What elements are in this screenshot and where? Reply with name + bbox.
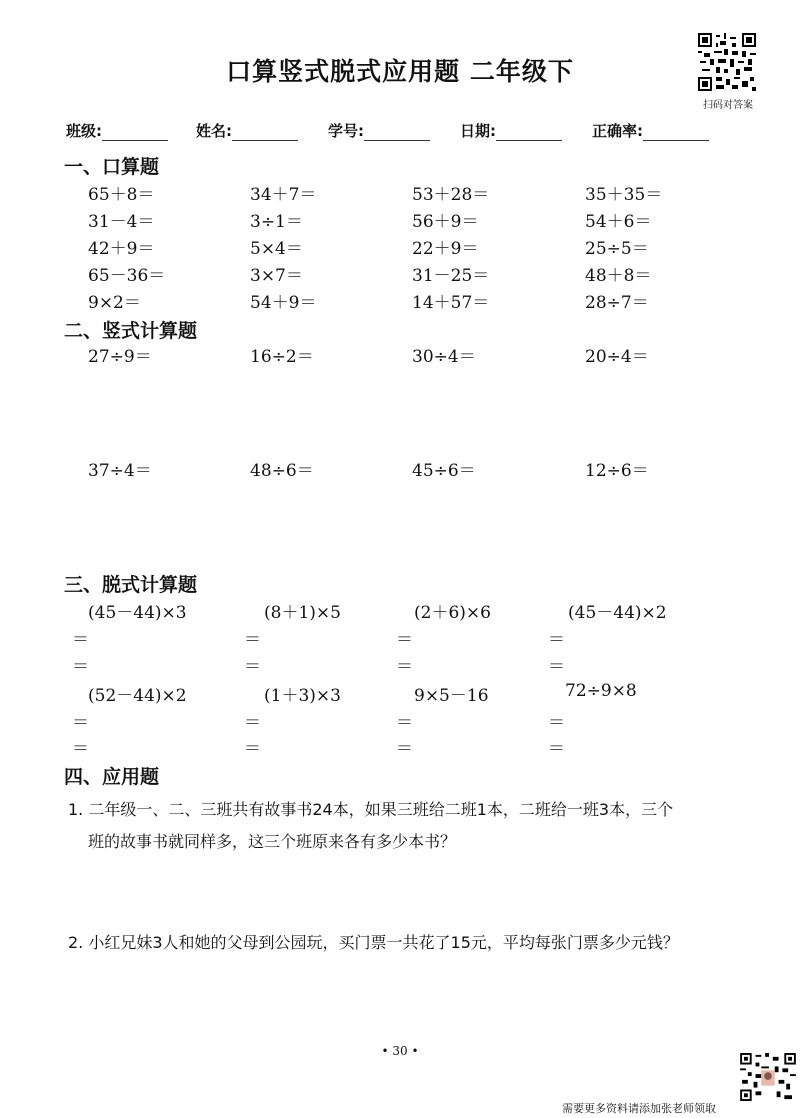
equals-sign: ＝: [548, 630, 565, 650]
vertical-problem: 27÷9＝: [88, 347, 152, 367]
blank-line: [643, 125, 709, 141]
oral-problem: 14＋57＝: [412, 293, 490, 313]
qr-caption: 扫码对答案: [703, 100, 753, 111]
oral-problem: 22＋9＝: [412, 239, 479, 259]
stepwise-problem: (2＋6)×6: [414, 603, 491, 623]
class-field[interactable]: [66, 120, 168, 141]
field-label: 姓名:: [196, 122, 232, 140]
field-label: 学号:: [328, 122, 364, 140]
accuracy-field[interactable]: [592, 120, 709, 141]
equals-sign: ＝: [396, 630, 413, 650]
field-label: 正确率:: [592, 122, 643, 140]
blank-line: [496, 125, 562, 141]
student-id-field[interactable]: [328, 120, 430, 141]
oral-problem: 54＋9＝: [250, 293, 317, 313]
stepwise-problem: (52－44)×2: [88, 686, 187, 706]
equals-sign: ＝: [244, 713, 261, 733]
word-problem-1: [68, 794, 748, 858]
equals-sign: ＝: [244, 657, 261, 677]
equals-sign: ＝: [396, 713, 413, 733]
oral-problem: 53＋28＝: [412, 185, 490, 205]
stepwise-problem: (45－44)×2: [568, 603, 667, 623]
field-label: 日期:: [460, 122, 496, 140]
section-heading-stepwise: 三、脱式计算题: [64, 574, 198, 596]
equals-sign: ＝: [244, 630, 261, 650]
equals-sign: ＝: [548, 739, 565, 759]
oral-problem: 56＋9＝: [412, 212, 479, 232]
oral-problem: 31－25＝: [412, 266, 490, 286]
equals-sign: ＝: [396, 657, 413, 677]
equals-sign: ＝: [244, 739, 261, 759]
equals-sign: ＝: [396, 739, 413, 759]
oral-problem: 9×2＝: [88, 293, 141, 313]
equals-sign: ＝: [548, 657, 565, 677]
vertical-problem: 16÷2＝: [250, 347, 314, 367]
section-heading-vertical: 二、竖式计算题: [64, 320, 198, 342]
stepwise-problem: (8＋1)×5: [264, 603, 341, 623]
blank-line: [364, 125, 430, 141]
oral-problem: 3÷1＝: [250, 212, 303, 232]
question-line: 1. 二年级一、二、三班共有故事书24本，如果三班给二班1本，二班给一班3本，三个: [68, 800, 674, 819]
oral-problem: 3×7＝: [250, 266, 303, 286]
field-label: 班级:: [66, 122, 102, 140]
equals-sign: ＝: [72, 657, 89, 677]
word-problem-2: [68, 927, 768, 959]
oral-problem: 65＋8＝: [88, 185, 155, 205]
section-heading-word-problems: 四、应用题: [64, 766, 160, 788]
vertical-problem: 45÷6＝: [412, 461, 476, 481]
footer-note: 需要更多资料请添加张老师领取: [562, 1102, 716, 1115]
oral-problem: 35＋35＝: [585, 185, 663, 205]
equals-sign: ＝: [72, 739, 89, 759]
equals-sign: ＝: [72, 630, 89, 650]
blank-line: [232, 125, 298, 141]
vertical-problem: 48÷6＝: [250, 461, 314, 481]
qr-code-icon: [740, 1053, 796, 1101]
blank-line: [102, 125, 168, 141]
oral-problem: 25÷5＝: [585, 239, 649, 259]
name-field[interactable]: [196, 120, 298, 141]
question-line: 2. 小红兄妹3人和她的父母到公园玩，买门票一共花了15元，平均每张门票多少元钱？: [68, 933, 679, 952]
oral-problem: 28÷7＝: [585, 293, 649, 313]
page-number: • 30 •: [381, 1044, 419, 1058]
equals-sign: ＝: [548, 713, 565, 733]
oral-problem: 48＋8＝: [585, 266, 652, 286]
equals-sign: ＝: [72, 713, 89, 733]
vertical-problem: 20÷4＝: [585, 347, 649, 367]
vertical-problem: 30÷4＝: [412, 347, 476, 367]
section-heading-oral: 一、口算题: [64, 156, 160, 178]
oral-problem: 65－36＝: [88, 266, 166, 286]
date-field[interactable]: [460, 120, 562, 141]
qr-code-icon: [698, 33, 756, 91]
stepwise-problem: (1＋3)×3: [264, 686, 341, 706]
vertical-problem: 37÷4＝: [88, 461, 152, 481]
stepwise-problem: (45－44)×3: [88, 603, 187, 623]
stepwise-problem: 72÷9×8: [565, 681, 637, 701]
question-line: 班的故事书就同样多，这三个班原来各有多少本书？: [88, 832, 457, 851]
oral-problem: 54＋6＝: [585, 212, 652, 232]
vertical-problem: 12÷6＝: [585, 461, 649, 481]
oral-problem: 5×4＝: [250, 239, 303, 259]
oral-problem: 31－4＝: [88, 212, 155, 232]
oral-problem: 34＋7＝: [250, 185, 317, 205]
stepwise-problem: 9×5－16: [414, 686, 489, 706]
oral-problem: 42＋9＝: [88, 239, 155, 259]
page-title: 口算竖式脱式应用题 二年级下: [226, 57, 574, 86]
